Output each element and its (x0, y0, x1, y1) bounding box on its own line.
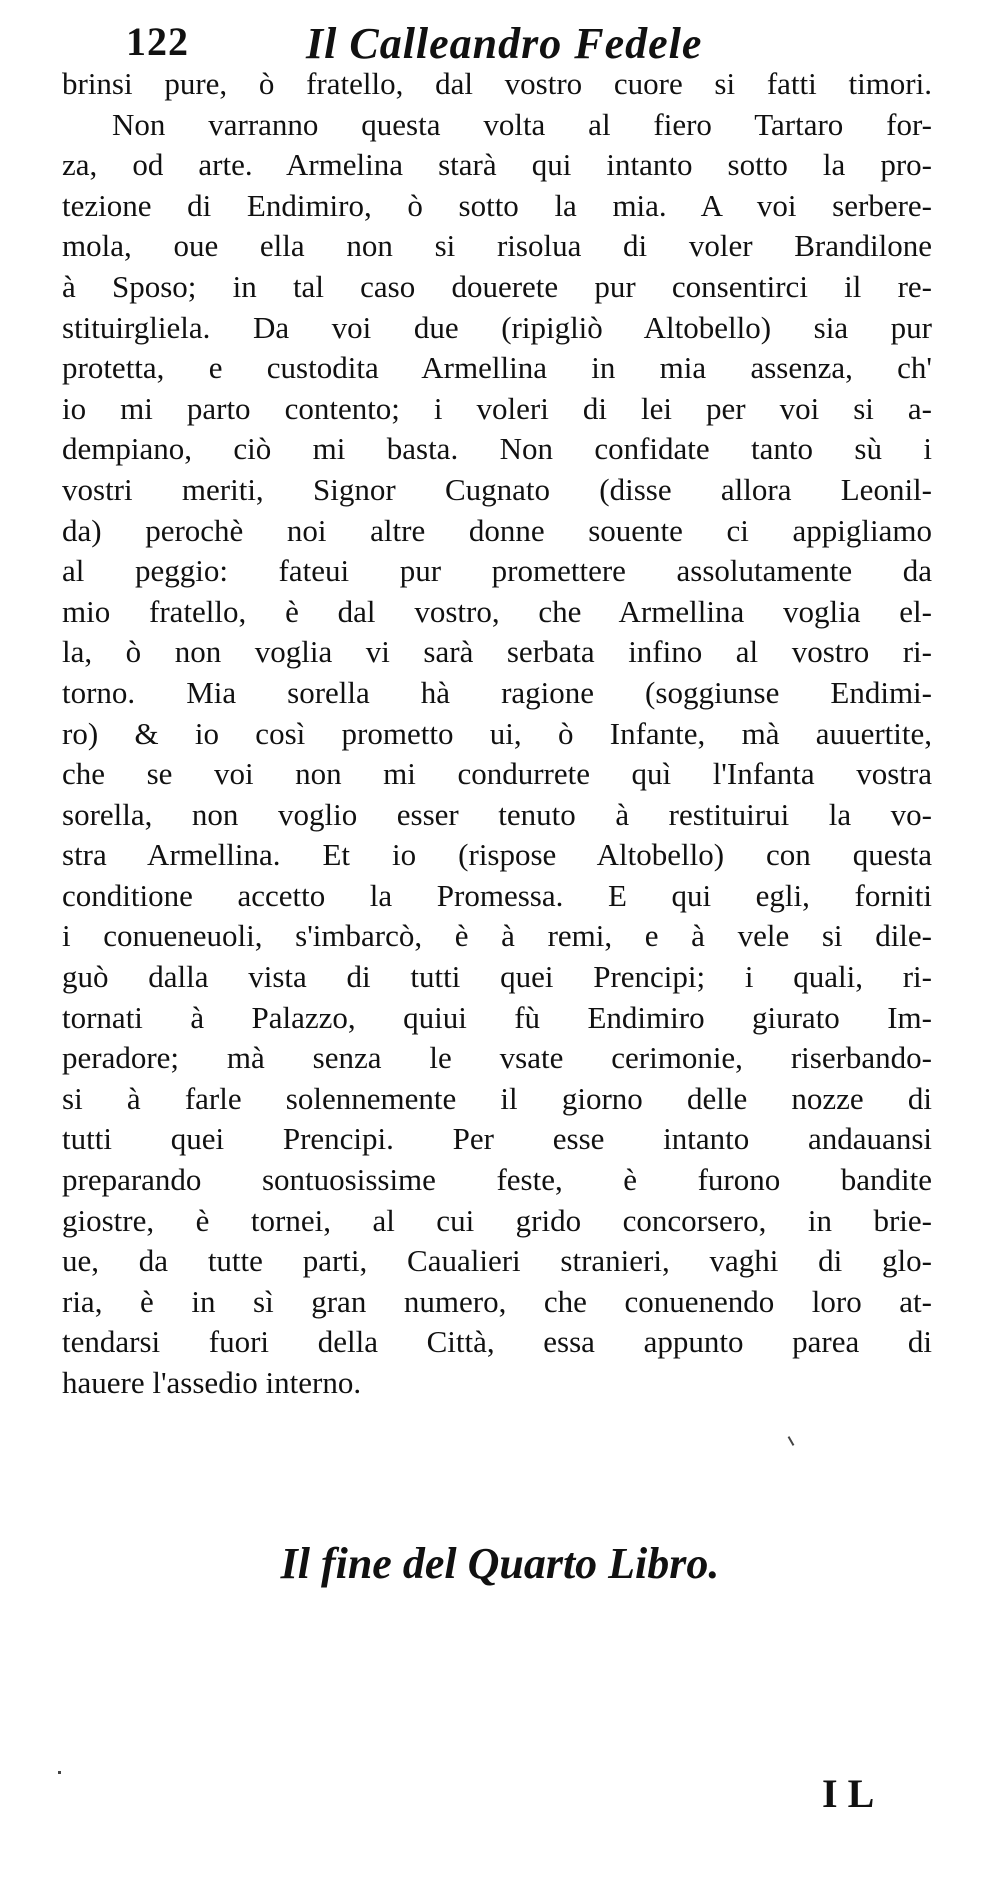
text-line: torno. Mia sorella hà ragione (soggiunse Endimi- (62, 674, 932, 710)
text-line: brinsi pure, ò fratello, dal vostro cuore si fatti timori. (62, 66, 932, 101)
running-title: Il Calleandro Fedele (306, 19, 703, 68)
text-line: tornati à Palazzo, quiui fù Endimiro giurato Im- (62, 999, 932, 1035)
text-line: protetta, e custodita Armellina in mia assenza, ch' (62, 350, 932, 386)
text-line: ue, da tutte parti, Caualieri stranieri, vaghi di glo- (62, 1243, 932, 1279)
text-line: i conueneuoli, s'imbarcò, è à remi, e à vele si dile- (62, 918, 932, 954)
text-line: ria, è in sì gran numero, che conuenendo loro at- (62, 1283, 932, 1319)
page-number: 122 (126, 19, 189, 64)
text-line: io mi parto contento; i voleri di lei per voi si a- (62, 390, 932, 426)
text-line: Non varranno questa volta al fiero Tartaro for- (112, 106, 932, 142)
text-line: à Sposo; in tal caso douerete pur consentirci il re- (62, 268, 932, 304)
catchword: I L (822, 1771, 875, 1816)
text-line: tutti quei Prencipi. Per esse intanto andauansi (62, 1121, 932, 1157)
text-line: hauere l'assedio interno. (62, 1365, 362, 1400)
text-line: sorella, non voglio esser tenuto à restituirui la vo- (62, 796, 932, 832)
text-line: peradore; mà senza le vsate cerimonie, riserbando- (62, 1040, 932, 1076)
text-line: la, ò non voglia vi sarà serbata infino al vostro ri- (62, 634, 932, 670)
text-line: preparando sontuosissime feste, è furono bandite (62, 1162, 932, 1198)
text-line: tezione di Endimiro, ò sotto la mia. A voi serbere- (62, 187, 932, 223)
text-line: da) perochè noi altre donne souente ci appigliamo (62, 512, 932, 548)
text-line: mio fratello, è dal vostro, che Armellina voglia el- (62, 593, 932, 629)
text-line: za, od arte. Armelina starà qui intanto sotto la pro- (62, 147, 932, 183)
ink-speck (788, 1436, 795, 1446)
text-line: al peggio: fateui pur promettere assolutamente da (62, 553, 932, 589)
text-line: giostre, è tornei, al cui grido concorsero, in brie- (62, 1202, 932, 1238)
text-line: si à farle solennemente il giorno delle nozze di (62, 1080, 932, 1116)
text-line: conditione accetto la Promessa. E qui egli, forniti (62, 877, 932, 913)
book-end-colophon: Il fine del Quarto Libro. (280, 1539, 720, 1588)
text-line: tendarsi fuori della Città, essa appunto parea di (62, 1324, 932, 1360)
text-line: vostri meriti, Signor Cugnato (disse allora Leonil- (62, 471, 932, 507)
text-line: ro) & io così prometto ui, ò Infante, mà auuertite, (62, 715, 932, 751)
text-line: stituirgliela. Da voi due (ripigliò Altobello) sia pur (62, 309, 932, 345)
text-line: dempiano, ciò mi basta. Non confidate tanto sù i (62, 431, 932, 467)
ink-speck (58, 1771, 61, 1774)
body-text (62, 64, 932, 1404)
text-line: stra Armellina. Et io (rispose Altobello) con questa (62, 837, 932, 873)
text-line: che se voi non mi condurrete quì l'Infanta vostra (62, 756, 932, 792)
text-line: mola, oue ella non si risolua di voler Brandilone (62, 228, 932, 264)
text-line: guò dalla vista di tutti quei Prencipi; i quali, ri- (62, 959, 932, 995)
